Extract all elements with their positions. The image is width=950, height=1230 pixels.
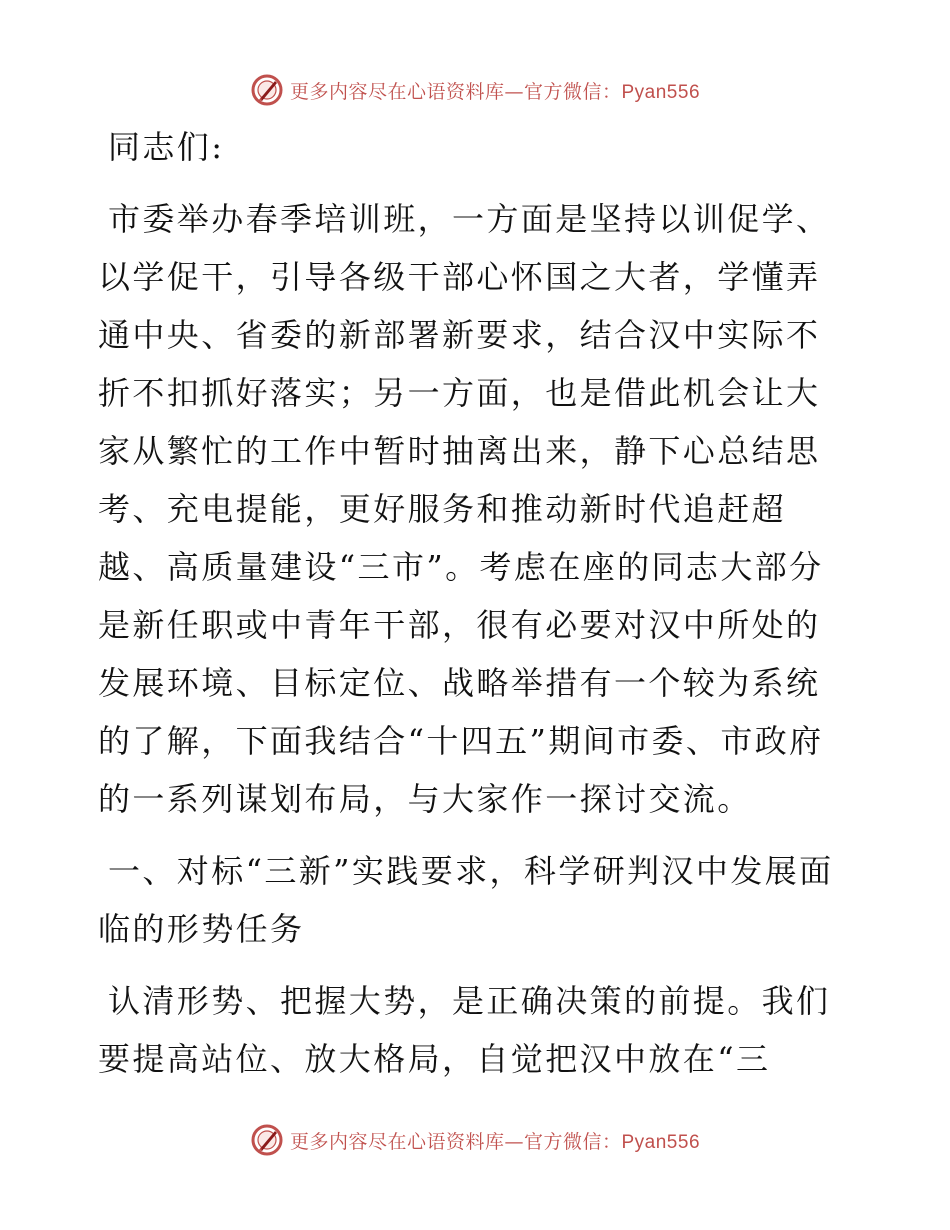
watermark-text: 更多内容尽在心语资料库—官方微信：Pyan556: [289, 80, 701, 103]
quill-pen-seal-icon: [250, 1123, 284, 1157]
header-watermark: [0, 70, 950, 110]
watermark-text: 更多内容尽在心语资料库—官方微信：Pyan556: [289, 1130, 701, 1153]
greeting: 同志们:: [108, 128, 225, 166]
section-heading-1: 一、对标“三新”实践要求，科学研判汉中发展面临的形势任务: [98, 852, 834, 948]
footer-watermark: [0, 1120, 950, 1160]
paragraph-section-1: 认清形势、把握大势，是正确决策的前提。我们要提高站位、放大格局，自觉把汉中放在“三: [98, 982, 831, 1078]
document-body: [98, 118, 850, 1102]
quill-pen-seal-icon: [250, 73, 284, 107]
paragraph-intro: 市委举办春季培训班，一方面是坚持以训促学、以学促干，引导各级干部心怀国之大者，学懂弄通中央、省委的新部署新要求，结合汉中实际不折不扣抓好落实；另一方面，也是借此机会让大家从繁忙的工作中暂时抽离出来，静下心总结思考、充电提能，更好服务和推动新时代追赶超越、高质量建设“三市”。考虑在座的同志大部分是新任职或中青年干部，很有必要对汉中所处的发展环境、目标定位、战略举措有一个较为系统的了解，下面我结合“十四五”期间市委、市政府的一系列谋划布局，与大家作一探讨交流。: [98, 200, 831, 818]
